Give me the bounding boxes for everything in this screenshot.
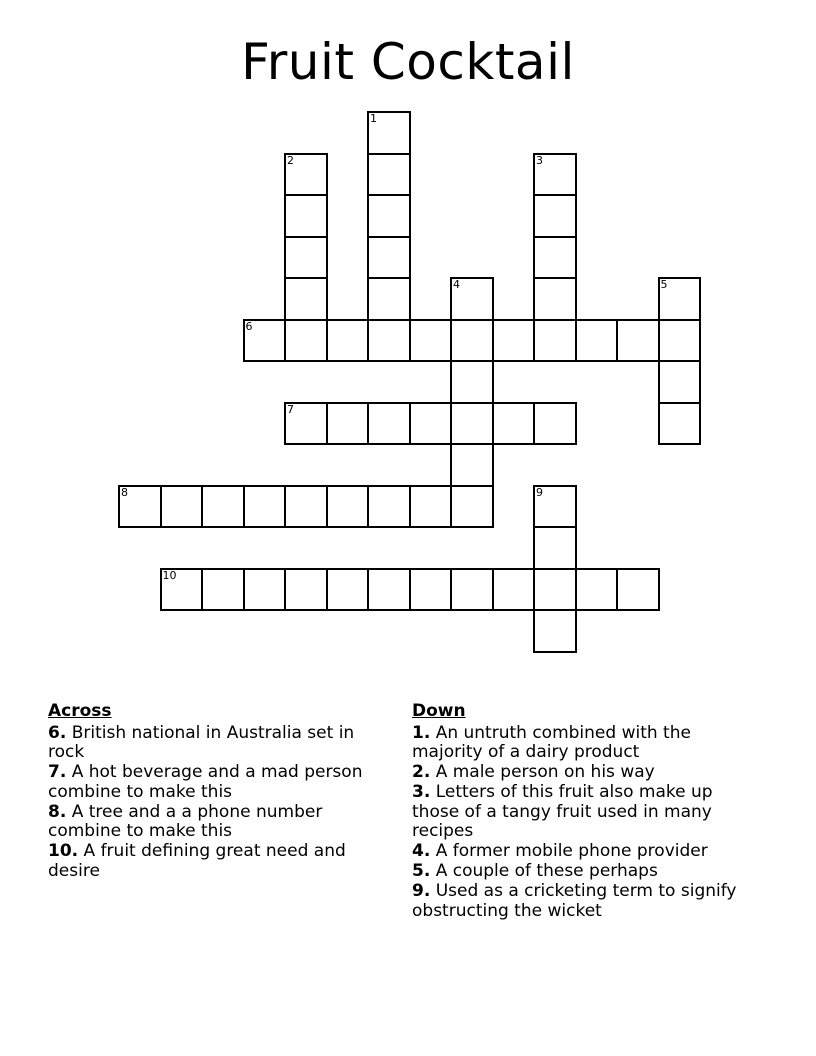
grid-cell[interactable] — [616, 319, 660, 363]
grid-cell[interactable] — [658, 319, 702, 363]
grid-cell[interactable] — [658, 402, 702, 446]
grid-cell[interactable] — [326, 568, 370, 612]
grid-cell[interactable] — [409, 319, 453, 363]
grid-cell[interactable] — [533, 194, 577, 238]
grid-cell[interactable] — [243, 568, 287, 612]
clue-number-4: 4 — [453, 278, 460, 291]
clue-number-9: 9 — [536, 485, 543, 499]
grid-cell[interactable] — [533, 277, 577, 321]
grid-cell[interactable] — [367, 319, 411, 363]
grid-cell[interactable] — [367, 236, 411, 280]
grid-cell[interactable] — [284, 402, 328, 446]
clue-down-2: 2. A male person on his way — [412, 762, 655, 782]
clue-down-9: 9. Used as a cricketing term to signify obstructing the wicket — [412, 881, 737, 921]
grid-cell[interactable] — [492, 568, 536, 612]
grid-cell[interactable] — [284, 194, 328, 238]
grid-cell[interactable] — [367, 485, 411, 529]
grid-cell[interactable] — [201, 568, 245, 612]
grid-cell[interactable] — [533, 609, 577, 653]
clue-number-3: 3 — [536, 153, 543, 167]
grid-cell[interactable] — [367, 111, 411, 155]
clue-number-5: 5 — [660, 278, 668, 291]
grid-cell[interactable] — [533, 568, 577, 612]
grid-cell[interactable] — [533, 153, 577, 197]
grid-cell[interactable] — [284, 236, 328, 280]
clue-number-10: 10 — [162, 568, 177, 582]
clue-number-8: 8 — [121, 485, 128, 499]
clue-across-10: 10. A fruit defining great need and desire — [48, 841, 346, 881]
clue-across-8: 8. A tree and a a phone number combine to make this — [48, 801, 323, 841]
grid-cell[interactable] — [367, 277, 411, 321]
grid-cell[interactable] — [450, 443, 494, 487]
grid-cell[interactable] — [533, 319, 577, 363]
grid-cell[interactable] — [450, 277, 494, 321]
clue-number-6: 6 — [245, 319, 253, 333]
grid-cell[interactable] — [160, 568, 204, 612]
grid-cell[interactable] — [367, 153, 411, 197]
puzzle-title: Fruit Cocktail — [241, 33, 575, 91]
grid-cell[interactable] — [118, 485, 162, 529]
down-heading: Down — [412, 701, 466, 721]
grid-cell[interactable] — [201, 485, 245, 529]
clue-down-5: 5. A couple of these perhaps — [412, 861, 658, 881]
grid-cell[interactable] — [575, 568, 619, 612]
grid-cell[interactable] — [326, 485, 370, 529]
across-clues — [48, 702, 378, 882]
grid-cell[interactable] — [409, 568, 453, 612]
grid-cell[interactable] — [284, 153, 328, 197]
grid-cell[interactable] — [616, 568, 660, 612]
clue-down-4: 4. A former mobile phone provider — [412, 841, 708, 861]
grid-cell[interactable] — [450, 319, 494, 363]
grid-cell[interactable] — [658, 360, 702, 404]
grid-cell[interactable] — [450, 485, 494, 529]
clue-number-2: 2 — [287, 153, 294, 167]
grid-cell[interactable] — [243, 485, 287, 529]
clue-across-6: 6. British national in Australia set in rock — [48, 722, 355, 762]
grid-cell[interactable] — [284, 568, 328, 612]
grid-cell[interactable] — [284, 277, 328, 321]
grid-cell[interactable] — [492, 402, 536, 446]
grid-cell[interactable] — [326, 402, 370, 446]
grid-cell[interactable] — [492, 319, 536, 363]
clue-down-3: 3. Letters of this fruit also make up those of a tangy fruit used in many recipes — [412, 782, 713, 841]
clue-down-1: 1. An untruth combined with the majority of a dairy product — [412, 722, 691, 762]
grid-cell[interactable] — [450, 360, 494, 404]
grid-cell[interactable] — [409, 402, 453, 446]
across-heading: Across — [48, 701, 112, 721]
grid-cell[interactable] — [533, 526, 577, 570]
grid-cell[interactable] — [575, 319, 619, 363]
grid-cell[interactable] — [160, 485, 204, 529]
grid-cell[interactable] — [533, 236, 577, 280]
clue-number-1: 1 — [370, 112, 377, 125]
grid-cell[interactable] — [326, 319, 370, 363]
grid-cell[interactable] — [409, 485, 453, 529]
clue-across-7: 7. A hot beverage and a mad person combine to make this — [48, 762, 363, 802]
grid-cell[interactable] — [533, 402, 577, 446]
grid-cell[interactable] — [367, 568, 411, 612]
grid-cell[interactable] — [367, 194, 411, 238]
clue-number-7: 7 — [287, 402, 294, 416]
grid-cell[interactable] — [367, 402, 411, 446]
grid-cell[interactable] — [284, 319, 328, 363]
grid-cell[interactable] — [284, 485, 328, 529]
grid-cell[interactable] — [450, 568, 494, 612]
grid-cell[interactable] — [243, 319, 287, 363]
down-clues — [412, 702, 752, 922]
grid-cell[interactable] — [658, 277, 702, 321]
grid-cell[interactable] — [450, 402, 494, 446]
grid-cell[interactable] — [533, 485, 577, 529]
